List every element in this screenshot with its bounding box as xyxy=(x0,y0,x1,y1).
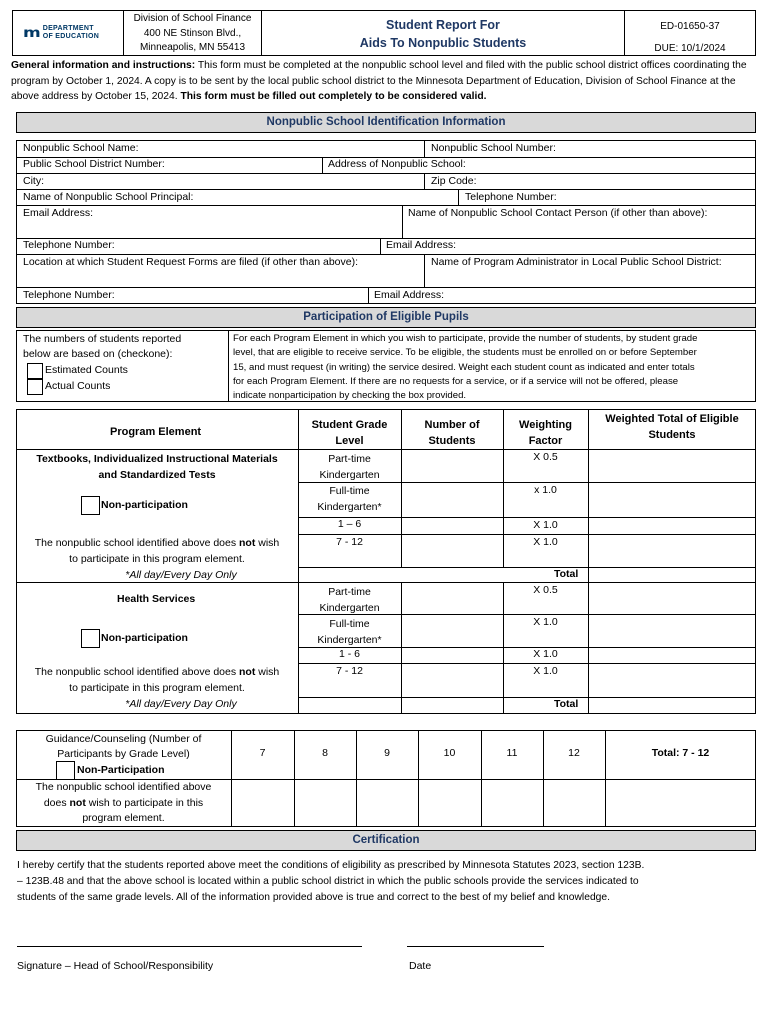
textbooks-grade-pt-k: Part-time Kindergarten xyxy=(319,453,380,481)
col-program-element: Program Element xyxy=(110,426,202,438)
address-line: Minneapolis, MN 55413 xyxy=(139,42,246,53)
address-line: Division of School Finance xyxy=(133,13,252,24)
title-line2: Aids To Nonpublic Students xyxy=(359,36,527,50)
guidance-grade-10: 10 xyxy=(443,747,456,759)
due-date: DUE: 10/1/2024 xyxy=(654,43,726,54)
principal-name-field[interactable]: Name of Nonpublic School Principal: xyxy=(23,191,194,203)
public-district-number-field[interactable]: Public School District Number: xyxy=(23,158,165,170)
textbooks-grade-1-6: 1 – 6 xyxy=(337,518,362,530)
instruction-line: 15, and must request (in writing) the service desired. Weight each student count as indicated and enter totals xyxy=(233,361,695,373)
health-nonparticipation-checkbox[interactable] xyxy=(81,629,100,648)
instruction-line: for each Program Element. If there are no requests for a service, or if a service will not be offered, please xyxy=(233,375,679,387)
address-line: 400 NE Stinson Blvd., xyxy=(143,27,242,39)
guidance-grade-12: 12 xyxy=(568,747,580,759)
zip-code-field[interactable]: Zip Code: xyxy=(431,175,477,187)
logo-mark: m xyxy=(23,25,39,41)
basis-line2: below are based on (checkone): xyxy=(23,348,173,360)
certification-text: I hereby certify that the students reported above meet the conditions of eligibility as prescribed by Minnesota Statutes 2023, section 123B. – 123B.48 and that the above school is located within a public school district in which the public schools provide the services indicated to students of the same grade levels. All of the information provided above is true and correct to the best of my belief and knowledge. xyxy=(17,860,645,903)
address-cell xyxy=(124,11,262,55)
form-header xyxy=(12,10,756,56)
date-label: Date xyxy=(409,960,432,972)
contact-person-field[interactable]: Name of Nonpublic School Contact Person (if other than above): xyxy=(408,207,708,219)
health-factor-pt-k: X 0.5 xyxy=(533,584,558,596)
health-title: Health Services xyxy=(117,593,196,605)
city-field[interactable]: City: xyxy=(23,175,44,187)
identification-heading: Nonpublic School Identification Information xyxy=(16,112,756,133)
logo-line2: OF EDUCATION xyxy=(42,33,100,40)
instruction-line: indicate nonparticipation by checking the box provided. xyxy=(233,390,467,402)
health-note: The nonpublic school identified above does not wish to participate in this program element. *All day/Every Day Only xyxy=(34,666,280,710)
guidance-nonparticipation-label: Non-Participation xyxy=(77,764,165,776)
certification-heading: Certification xyxy=(16,830,756,851)
contact-telephone-field[interactable]: Telephone Number: xyxy=(23,239,115,251)
nonpublic-address-field[interactable]: Address of Nonpublic School: xyxy=(328,158,466,170)
textbooks-total-label: Total xyxy=(554,568,579,580)
guidance-label: Guidance/Counseling (Number of Participants by Grade Level) xyxy=(45,733,202,760)
form-id: ED-01650-37 xyxy=(660,21,720,32)
form-title xyxy=(262,11,625,55)
col-weighted-total: Weighted Total of Eligible Students xyxy=(605,413,739,441)
textbooks-nonparticipation-label: Non-participation xyxy=(101,499,188,511)
col-grade-level: Student Grade Level xyxy=(311,419,388,447)
textbooks-grade-ft-k: Full-time Kindergarten* xyxy=(317,485,382,513)
guidance-grade-8: 8 xyxy=(322,747,328,759)
textbooks-nonparticipation-checkbox[interactable] xyxy=(81,496,100,515)
mde-logo xyxy=(23,23,99,43)
health-factor-ft-k: X 1.0 xyxy=(533,616,558,628)
col-weighting-factor: Weighting Factor xyxy=(519,419,572,447)
signature-label: Signature – Head of School/Responsibility xyxy=(17,960,214,972)
participation-instructions xyxy=(233,332,753,403)
logo-cell xyxy=(13,11,124,55)
basis-line1: The numbers of students reported xyxy=(23,333,182,345)
textbooks-grade-7-12: 7 - 12 xyxy=(336,536,363,548)
instruction-line: level, that are eligible to receive service. To be eligible, the students must be enrolled on or before September xyxy=(233,347,697,359)
participation-heading: Participation of Eligible Pupils xyxy=(16,307,756,328)
health-factor-7-12: X 1.0 xyxy=(533,665,558,677)
nonpublic-school-number-field[interactable]: Nonpublic School Number: xyxy=(431,142,556,154)
date-line[interactable] xyxy=(407,946,544,947)
health-grade-7-12: 7 - 12 xyxy=(336,665,363,677)
textbooks-factor-7-12: X 1.0 xyxy=(533,536,558,548)
program-administrator-field[interactable]: Name of Program Administrator in Local Public School District: xyxy=(431,256,722,268)
title-line1: Student Report For xyxy=(386,18,500,32)
estimated-counts-label: Estimated Counts xyxy=(45,364,128,376)
actual-counts-checkbox[interactable] xyxy=(27,379,43,395)
estimated-counts-checkbox[interactable] xyxy=(27,363,43,379)
principal-email-field[interactable]: Email Address: xyxy=(23,207,94,219)
health-nonparticipation-label: Non-participation xyxy=(101,632,188,644)
health-grade-pt-k: Part-time Kindergarten xyxy=(319,586,380,614)
admin-email-field[interactable]: Email Address: xyxy=(374,289,445,301)
health-total-label: Total xyxy=(554,698,579,710)
admin-telephone-field[interactable]: Telephone Number: xyxy=(23,289,115,301)
actual-counts-label: Actual Counts xyxy=(45,380,111,392)
health-grade-1-6: 1 - 6 xyxy=(338,648,360,660)
instructions-text: This form must be completed at the nonpublic school level and filed with the public school district offices coordinating the program by October 1, 2024. A copy is to be sent by the local public school district to the Minnesota Department of Education, Division of School Finance at the above address by October 15, 2024. xyxy=(11,60,747,103)
instructions-paragraph xyxy=(11,58,761,105)
textbooks-factor-ft-k: x 1.0 xyxy=(534,484,557,496)
contact-email-field[interactable]: Email Address: xyxy=(386,239,457,251)
health-factor-1-6: X 1.0 xyxy=(533,648,558,660)
forms-location-field[interactable]: Location at which Student Request Forms are filed (if other than above): xyxy=(23,256,359,268)
guidance-nonparticipation-checkbox[interactable] xyxy=(56,761,75,780)
principal-telephone-field[interactable]: Telephone Number: xyxy=(465,191,557,203)
instruction-line: For each Program Element in which you wish to participate, provide the number of students, by student grade xyxy=(233,333,698,344)
textbooks-title: Textbooks, Individualized Instructional Materials and Standardized Tests xyxy=(36,453,278,481)
textbooks-factor-1-6: X 1.0 xyxy=(533,519,558,531)
nonpublic-school-name-field[interactable]: Nonpublic School Name: xyxy=(23,142,139,154)
textbooks-factor-pt-k: X 0.5 xyxy=(533,451,558,463)
col-number-students: Number of Students xyxy=(424,419,480,447)
guidance-grade-11: 11 xyxy=(506,747,518,759)
textbooks-note: The nonpublic school identified above does not wish to participate in this program element. *All day/Every Day Only xyxy=(34,537,280,581)
signature-line[interactable] xyxy=(17,946,362,947)
instructions-emphasis: This form must be filled out completely to be considered valid. xyxy=(180,91,487,103)
guidance-total: Total: 7 - 12 xyxy=(651,747,710,759)
instructions-label: General information and instructions: xyxy=(11,60,196,71)
form-id-cell xyxy=(625,11,755,55)
health-grade-ft-k: Full-time Kindergarten* xyxy=(317,618,382,646)
guidance-grade-7: 7 xyxy=(259,747,266,759)
guidance-note: The nonpublic school identified above does not wish to participate in this program element. xyxy=(35,781,212,824)
guidance-grade-9: 9 xyxy=(384,747,390,759)
logo-line1: DEPARTMENT xyxy=(42,25,94,32)
